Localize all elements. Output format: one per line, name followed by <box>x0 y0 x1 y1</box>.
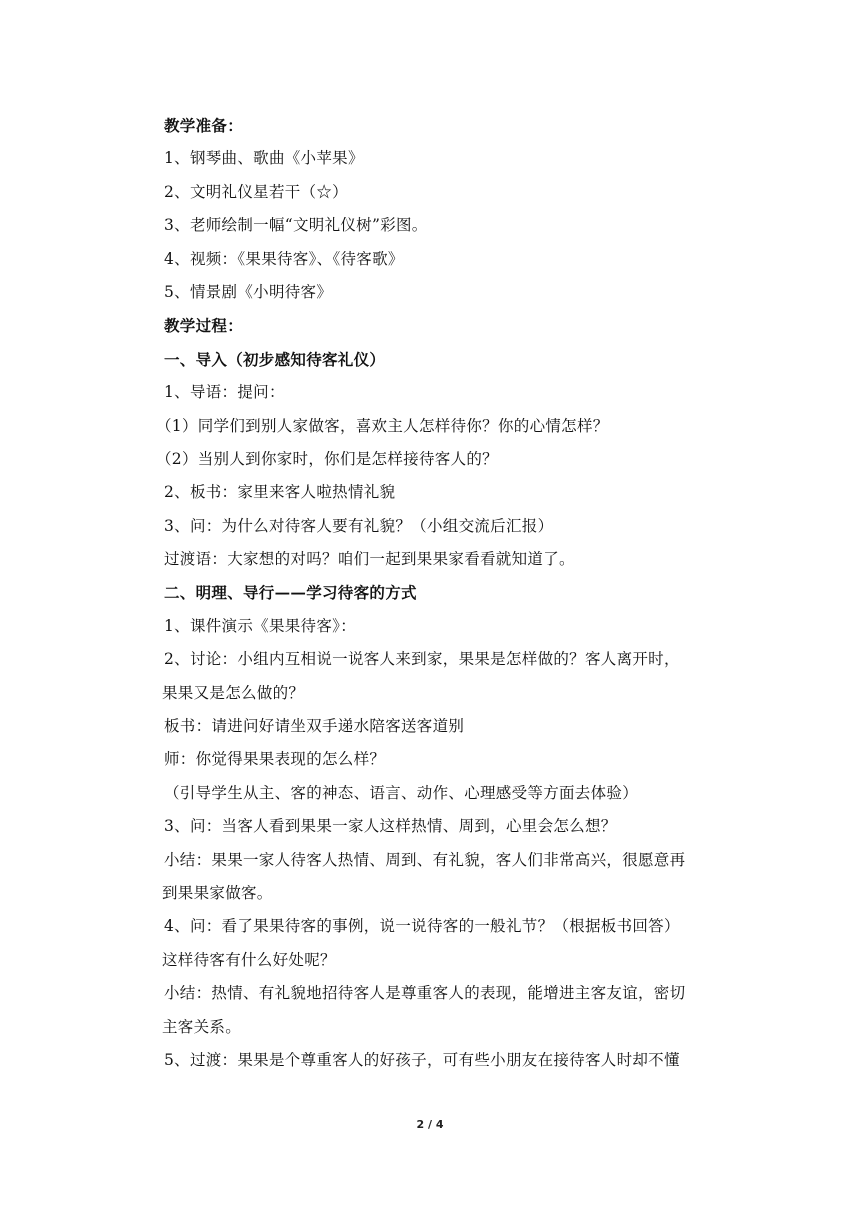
guidance-note: （引导学生从主、客的神态、语言、动作、心理感受等方面去体验） <box>164 783 639 802</box>
subsection-heading-reasoning: 二、明理、导行——学习待客的方式 <box>164 583 417 603</box>
teacher-question: 师：你觉得果果表现的怎么样？ <box>164 750 386 769</box>
summary-1: 小结：果果一家人待客人热情、周到、有礼貌，客人们非常高兴，很愿意再 <box>164 850 686 869</box>
prep-item-3: 3、老师绘制一幅“文明礼仪树”彩图。 <box>164 216 428 235</box>
reasoning-step-2-cont: 果果又是怎么做的？ <box>162 683 305 702</box>
prep-item-1: 1、钢琴曲、歌曲《小苹果》 <box>164 149 364 168</box>
section-heading-preparation: 教学准备： <box>164 116 244 135</box>
reasoning-step-1: 1、课件演示《果果待客》： <box>164 616 357 635</box>
intro-step-2: 2、板书：家里来客人啦热情礼貌 <box>164 483 396 502</box>
prep-item-5: 5、情景剧《小明待客》 <box>164 282 333 301</box>
prep-item-2: 2、文明礼仪星若干（☆） <box>164 182 348 201</box>
subsection-heading-intro: 一、导入（初步感知待客礼仪） <box>164 349 386 369</box>
reasoning-step-3: 3、问：当客人看到果果一家人这样热情、周到，心里会怎么想？ <box>164 817 617 836</box>
intro-step-1: 1、导语：提问： <box>164 383 285 402</box>
intro-question-2: （2）当别人到你家时，你们是怎样接待客人的？ <box>156 449 498 468</box>
board-writing: 板书：请进问好请坐双手递水陪客送客道别 <box>164 717 465 736</box>
section-heading-process: 教学过程： <box>164 316 244 336</box>
reasoning-step-2: 2、讨论：小组内互相说一说客人来到家，果果是怎样做的？客人离开时， <box>164 650 680 669</box>
intro-question-1: （1）同学们到别人家做客，喜欢主人怎样待你？你的心情怎样？ <box>156 416 609 435</box>
prep-item-4: 4、视频：《果果待客》、《待客歌》 <box>164 249 404 268</box>
reasoning-step-4: 4、问：看了果果待客的事例，说一说待客的一般礼节？（根据板书回答） <box>164 917 680 936</box>
transition-text: 过渡语：大家想的对吗？咱们一起到果果家看看就知道了。 <box>164 550 575 569</box>
page-number: 2 / 4 <box>416 1118 444 1131</box>
document-body <box>156 109 736 1077</box>
reasoning-step-5: 5、过渡：果果是个尊重客人的好孩子，可有些小朋友在接待客人时却不懂 <box>164 1050 680 1069</box>
summary-2-cont: 主客关系。 <box>162 1017 242 1036</box>
intro-step-3: 3、问：为什么对待客人要有礼貌？（小组交流后汇报） <box>164 516 554 535</box>
summary-1-cont: 到果果家做客。 <box>162 883 273 902</box>
summary-2: 小结：热情、有礼貌地招待客人是尊重客人的表现，能增进主客友谊，密切 <box>164 984 686 1003</box>
reasoning-step-4-cont: 这样待客有什么好处呢？ <box>162 950 336 969</box>
